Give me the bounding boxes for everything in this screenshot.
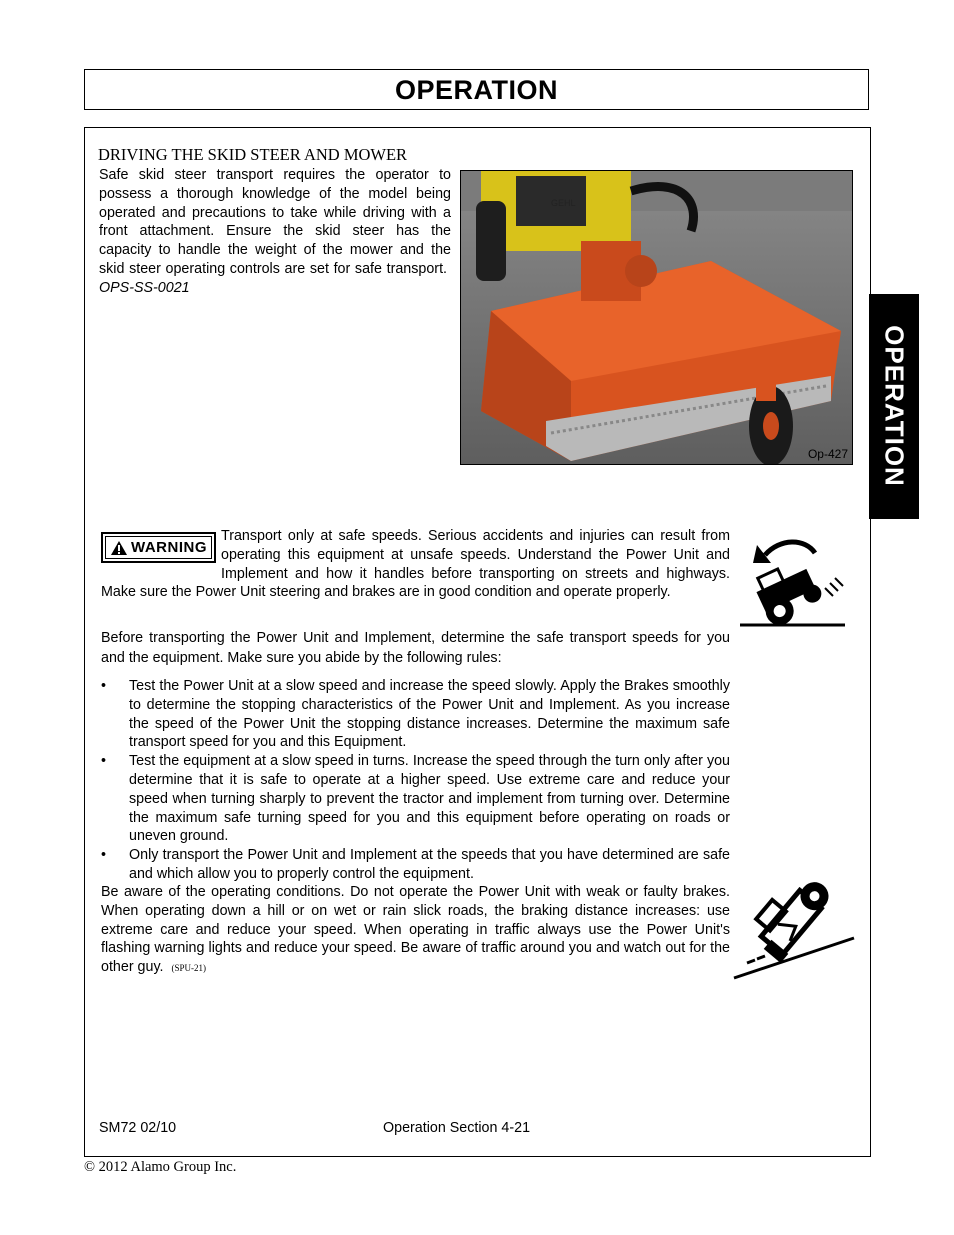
warning-paragraph [101, 527, 730, 602]
closing-paragraph [101, 883, 730, 978]
list-item [101, 846, 730, 884]
bullet-marker: • [101, 678, 107, 694]
warning-text: Transport only at safe speeds. Serious accidents and injuries can result from operating this equipment at unsafe speeds. Understand the Power Unit and Implement and how it handles before transporting on streets and highways. Make sure the Power Unit steering and brakes are in good condition and operate properly. [101, 528, 730, 601]
copyright: © 2012 Alamo Group Inc. [84, 1159, 237, 1175]
footer-model: SM72 02/10 [99, 1120, 177, 1136]
intro-text: Safe skid steer transport requires the operator to possess a thorough knowledge of the model being operated and precautions to take while driving with a front attachment. Ensure the skid steer has the capacity to handle the weight of the mower and the skid steer operating controls are set for safe transport. [99, 167, 451, 277]
section-side-tab [869, 294, 919, 519]
warning-badge-label: WARNING [131, 539, 207, 556]
bullet-marker: • [101, 847, 107, 864]
page-title: OPERATION [394, 75, 558, 105]
intro-code: OPS-SS-0021 [99, 279, 190, 296]
bullet-text: Test the Power Unit at a slow speed and increase the speed slowly. Apply the Brakes smoothly to determine the stopping characteristics of the Power Unit and Implement. As you increase the speed of the Power Unit the stopping distance increases. Determine the maximum safe transport speed for you and this Equipment. [129, 678, 730, 751]
section-heading: DRIVING THE SKID STEER AND MOWER [98, 145, 408, 164]
photo-illustration [461, 171, 853, 465]
side-tab-label: OPERATION [879, 325, 910, 487]
intro-paragraph [99, 166, 451, 298]
photo-brand-label: GEHL [551, 198, 576, 208]
rules-list [101, 677, 730, 884]
photo-caption: Op-427 [807, 447, 848, 461]
tractor-slope-icon [732, 863, 857, 983]
closing-text: Be aware of the operating conditions. Do not operate the Power Unit with weak or faulty brakes. When operating down a hill or on wet or rain slick roads, the braking distance increases: use extreme care and reduce your speed. When operating in traffic always use the Power Unit's flashing warning lights and reduce your speed. Be aware of traffic around you and watch out for the other guy. [101, 884, 730, 976]
closing-code: (SPU-21) [171, 963, 206, 974]
footer-page-number: Operation Section 4-21 [383, 1120, 531, 1136]
bullet-marker: • [101, 753, 107, 770]
skid-steer-mower-photo [460, 170, 853, 465]
bullet-text: Only transport the Power Unit and Implement at the speeds that you have determined are safe and which allow you to properly control the equipment. [129, 847, 730, 882]
bullet-text: Test the equipment at a slow speed in turns. Increase the speed through the turn only after you determine that it is safe to operate at a higher speed. Use extreme care and reduce your speed when turning sharply to prevent the tractor and implement from turning over. Determine the maximum safe turning speed for you and this equipment before operating on roads or uneven ground. [129, 753, 730, 845]
list-item [101, 677, 730, 752]
rules-intro: Before transporting the Power Unit and Implement, determine the safe transport speeds for you and the equipment. Make sure you abide by the following rules: [101, 630, 730, 666]
list-item [101, 752, 730, 846]
page-header [84, 69, 869, 110]
tractor-rollover-icon [735, 533, 850, 628]
